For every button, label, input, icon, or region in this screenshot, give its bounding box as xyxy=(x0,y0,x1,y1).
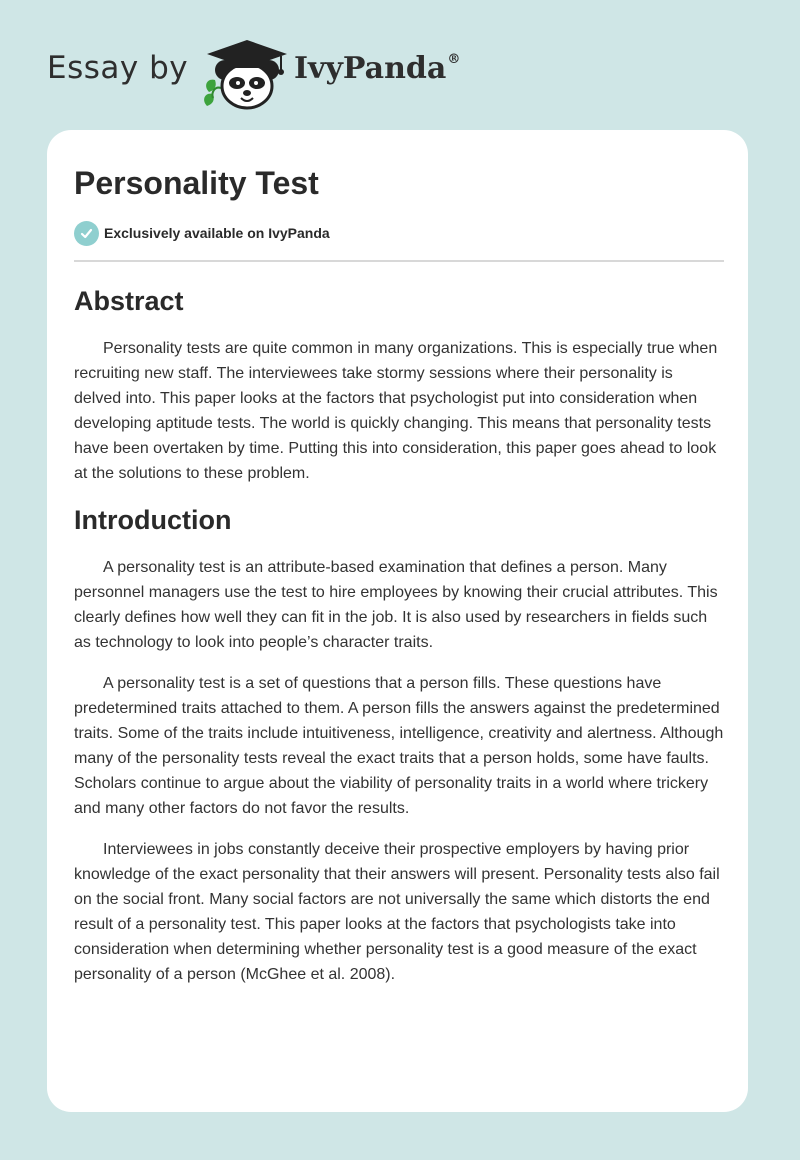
page-title: Personality Test xyxy=(74,165,319,201)
site-header xyxy=(47,34,547,114)
paragraph: Interviewees in jobs constantly deceive their prospective employers by having prior knowledge of the exact personality that their answers will present. Personality tests also fail on the social front. Many social factors are not universally the same which distorts the end result of a personality test. This paper looks at the factors that psychologists take into consideration when determining whether personality test is a good measure of the exact personality of a person (McGhee et al. 2008). xyxy=(74,841,720,983)
exclusive-badge xyxy=(74,220,724,246)
brand-name-text: IvyPanda xyxy=(294,51,447,86)
section-heading: Introduction xyxy=(74,505,232,535)
title-divider xyxy=(74,260,724,262)
paragraph: A personality test is an attribute-based examination that defines a person. Many personnel managers use the test to hire employees by knowing their crucial attributes. This clearly defines how well they can fit in the job. It is also used by researchers in fields such as technology to look into people’s character traits. xyxy=(74,559,718,651)
essay-content xyxy=(74,130,724,987)
section-introduction xyxy=(74,503,724,987)
brand-name[interactable] xyxy=(294,51,460,86)
panda-graduate-logo-icon[interactable] xyxy=(201,36,293,112)
section-abstract xyxy=(74,284,724,486)
paragraph: Personality tests are quite common in many organizations. This is especially true when recruiting new staff. The interviewees take stormy sessions where their personality is delved into. This paper looks at the factors that psychologist put into consideration when developing aptitude tests. The world is quickly changing. This means that personality tests have been overtaken by time. Putting this into consideration, this paper goes ahead to look at the solutions to these problem. xyxy=(74,340,718,482)
essay-card xyxy=(47,130,748,1112)
section-heading: Abstract xyxy=(74,286,184,316)
registered-mark: ® xyxy=(447,52,461,67)
check-icon xyxy=(74,221,99,246)
paragraph: A personality test is a set of questions that a person fills. These questions have predetermined traits attached to them. A person fills the answers against the predetermined traits. Some of the traits include intuitiveness, intelligence, creativity and alertness. Although many of the personality tests reveal the exact traits that a person holds, some have faults. Scholars continue to argue about the viability of personality traits in a world where trickery and many other factors do not favor the results. xyxy=(74,675,724,817)
exclusive-label: Exclusively available on IvyPanda xyxy=(104,225,330,241)
brand-prefix: Essay by xyxy=(47,50,189,86)
